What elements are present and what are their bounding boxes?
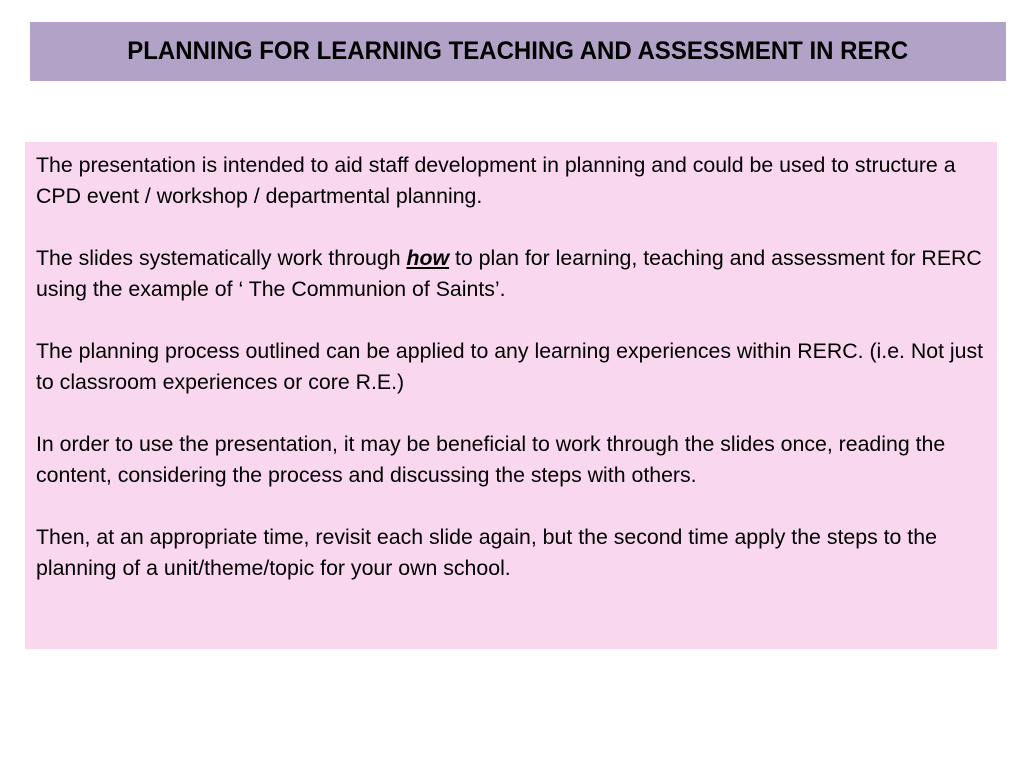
paragraph-how-end: to plan for learning, teaching and assessment for RERC using the example of ‘ The Communion of Saints’. xyxy=(36,246,982,301)
content-box xyxy=(25,142,997,649)
paragraph-usage: In order to use the presentation, it may be beneficial to work through the slides once, reading the content, considering the process and discussing the steps with others. xyxy=(36,432,946,487)
title-bar xyxy=(30,22,1006,81)
how-emphasis: how xyxy=(406,246,450,270)
paragraph-process: The planning process outlined can be applied to any learning experiences within RERC. (i.e. Not just to classroom experiences or core R.E.) xyxy=(36,339,984,394)
paragraph-purpose: The presentation is intended to aid staff development in planning and could be used to structure a CPD event / workshop / departmental planning. xyxy=(36,153,956,208)
paragraph-how-start: The slides systematically work through xyxy=(36,246,407,270)
slide-title: PLANNING FOR LEARNING TEACHING AND ASSESSMENT IN RERC xyxy=(127,37,909,65)
paragraph-revisit: Then, at an appropriate time, revisit each slide again, but the second time apply the steps to the planning of a unit/theme/topic for your own school. xyxy=(36,525,937,580)
paragraph-how xyxy=(36,243,989,305)
